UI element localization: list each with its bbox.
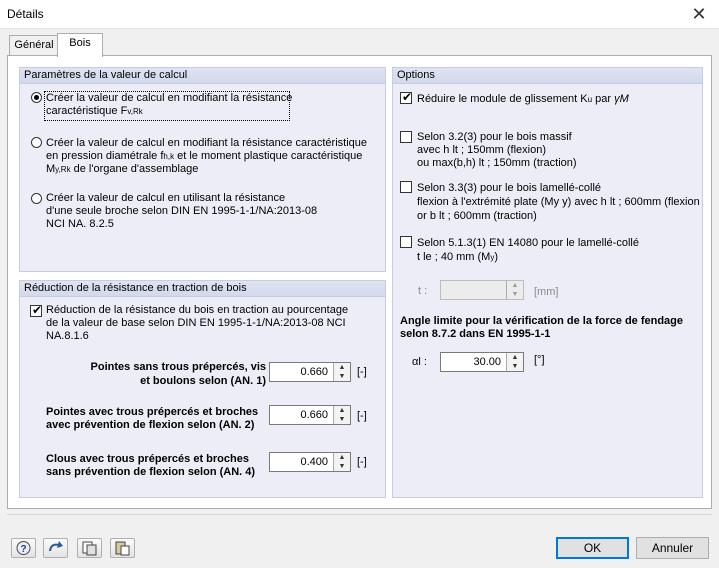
spin-down-icon[interactable]: ▼ (511, 363, 519, 370)
opt1-line3: ou max(b,h) lt ; 150mm (traction) (417, 157, 577, 169)
reduce-text-d: γM (614, 93, 629, 105)
svg-text:?: ? (20, 544, 27, 555)
option1-line2 (46, 105, 143, 118)
option2-line3-c: de l'organe d'assemblage (70, 163, 199, 175)
angle-spinner[interactable] (440, 352, 524, 372)
tension-reduction-group-title: Réduction de la résistance en traction de bois (20, 281, 385, 297)
spin-down-icon[interactable]: ▼ (338, 416, 346, 423)
help-button[interactable] (11, 538, 36, 558)
spin-up-icon[interactable]: ▲ (511, 354, 519, 361)
tension-reduction-line2: de la valeur de base selon DIN EN 1995-1-1/NA:2013-08 NCI (46, 317, 346, 329)
row2-value[interactable]: 0.660 (300, 409, 328, 421)
option1-line2-sub: v,Rk (127, 107, 143, 116)
row1-unit: [-] (357, 366, 367, 378)
tension-reduction-line1: Réduction de la résistance du bois en traction au pourcentage (46, 304, 349, 316)
copy-icon (78, 539, 101, 557)
option1-line1: Créer la valeur de calcul en modifiant la résistance (46, 92, 293, 104)
spin-down-icon[interactable]: ▼ (338, 373, 346, 380)
tension-reduction-checkbox[interactable]: ✔ (32, 303, 43, 317)
radio-option-single-dowel[interactable] (31, 193, 42, 204)
radio-option-modify-embedment[interactable] (31, 137, 42, 148)
option-en14080-checkbox[interactable] (400, 236, 412, 248)
option3-line3: NCI NA. 8.2.5 (46, 218, 114, 230)
spin-up-icon[interactable]: ▲ (338, 364, 346, 371)
row3-value[interactable]: 0.400 (300, 456, 328, 468)
paste-button[interactable] (110, 538, 135, 558)
reduce-text-b: u (587, 95, 593, 104)
option3-line2: d'une seule broche selon DIN EN 1995-1-1/NA:2013-08 (46, 205, 318, 217)
row2-spinner[interactable] (269, 405, 351, 425)
tab-bois[interactable]: Bois (57, 33, 103, 57)
option2-line2-a: en pression diamétrale f (46, 150, 164, 162)
title-bar (0, 0, 719, 29)
row2-unit: [-] (357, 410, 367, 422)
option2-line1: Créer la valeur de calcul en modifiant la résistance caractéristique (46, 137, 367, 149)
help-icon (12, 539, 35, 557)
option-solid-wood-checkbox[interactable] (400, 131, 412, 143)
angle-title-line2: selon 8.7.2 dans EN 1995-1-1 (400, 328, 551, 340)
undo-icon (44, 539, 67, 557)
row3-unit: [-] (357, 456, 367, 468)
opt3-line2-sub: y (490, 253, 495, 262)
radio-option-modify-resistance[interactable] (31, 92, 42, 103)
copy-button[interactable] (77, 538, 102, 558)
row1-spin-buttons[interactable] (333, 363, 350, 381)
option2-line2-c: et le moment plastique caractéristique (174, 150, 363, 162)
opt3-line2 (417, 251, 498, 264)
opt1-line1: Selon 3.2(3) pour le bois massif (417, 131, 572, 143)
t-spinner[interactable] (440, 280, 524, 300)
row3-label-line2: sans prévention de flexion selon (AN. 4) (46, 466, 256, 478)
angle-label: αl : (412, 356, 427, 368)
row2-label-line2: avec prévention de flexion selon (AN. 2) (46, 419, 255, 431)
window-title: Détails (7, 7, 44, 21)
t-unit: [mm] (534, 286, 559, 298)
spin-up-icon[interactable]: ▲ (338, 454, 346, 461)
row3-label-line1: Clous avec trous prépercés et broches (46, 453, 249, 465)
reduce-slip-modulus-label (417, 93, 629, 106)
option3-line1: Créer la valeur de calcul en utilisant la résistance (46, 192, 286, 204)
option-glulam-checkbox[interactable] (400, 181, 412, 193)
tab-general[interactable]: Général (9, 35, 59, 55)
opt2-line1: Selon 3.3(3) pour le bois lamellé-collé (417, 182, 602, 194)
reduce-slip-modulus-checkbox[interactable]: ✔ (402, 90, 413, 104)
row1-spinner[interactable] (269, 362, 351, 382)
option1-line2-text: caractéristique F (46, 105, 128, 117)
reduce-text-c: par (592, 93, 615, 105)
tension-reduction-line3: NA.8.1.6 (46, 330, 89, 342)
spin-down-icon[interactable]: ▼ (511, 291, 519, 298)
design-value-group-title: Paramètres de la valeur de calcul (20, 68, 385, 84)
t-spin-buttons[interactable] (506, 281, 523, 299)
opt3-line2-c: ) (494, 251, 499, 263)
row1-label-line1: Pointes sans trous prépercés, vis (90, 361, 266, 373)
footer-separator (7, 514, 712, 515)
ok-button[interactable]: OK (556, 537, 629, 559)
t-label: t : (418, 285, 428, 297)
row2-spin-buttons[interactable] (333, 406, 350, 424)
option2-line3-sub: y,Rk (55, 165, 71, 174)
row3-spin-buttons[interactable] (333, 453, 350, 471)
option2-line2 (46, 150, 362, 163)
row3-spinner[interactable] (269, 452, 351, 472)
angle-unit: [°] (534, 354, 545, 366)
angle-value[interactable]: 30.00 (473, 356, 501, 368)
paste-icon (111, 539, 134, 557)
option2-line3-a: M (46, 163, 56, 175)
option2-line3 (46, 163, 198, 176)
spin-down-icon[interactable]: ▼ (338, 463, 346, 470)
opt2-line2: flexion à l'extrémité plate (My y) avec h lt ; 600mm (flexion (417, 196, 700, 208)
close-icon[interactable]: ✕ (691, 4, 707, 24)
reduce-text-a: Réduire le module de glissement K (417, 93, 588, 105)
angle-spin-buttons[interactable] (506, 353, 523, 371)
undo-button[interactable] (43, 538, 68, 558)
option2-line2-sub: h,k (163, 152, 175, 161)
row1-value[interactable]: 0.660 (300, 366, 328, 378)
opt3-line1: Selon 5.1.3(1) EN 14080 pour le lamellé-collé (417, 237, 639, 249)
opt3-line2-a: t le ; 40 mm (M (417, 251, 491, 263)
options-group-title: Options (393, 68, 702, 84)
spin-up-icon[interactable]: ▲ (338, 407, 346, 414)
spin-up-icon[interactable]: ▲ (511, 282, 519, 289)
angle-title-line1: Angle limite pour la vérification de la force de fendage (400, 315, 684, 327)
row2-label-line1: Pointes avec trous prépercés et broches (46, 406, 259, 418)
opt2-line3: or b lt ; 600mm (traction) (417, 210, 537, 222)
row1-label-line2: et boulons selon (AN. 1) (140, 375, 266, 387)
opt1-line2: avec h lt ; 150mm (flexion) (417, 144, 546, 156)
cancel-button[interactable]: Annuler (636, 537, 709, 559)
